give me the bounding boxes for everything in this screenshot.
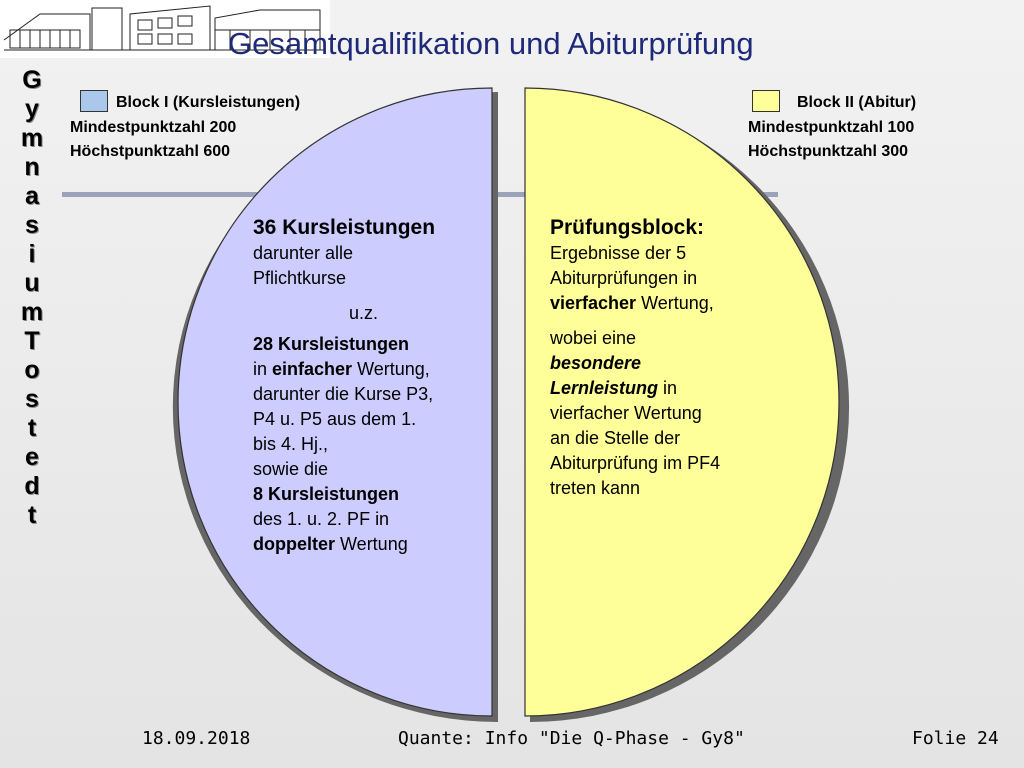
- block2-text: [550, 215, 800, 501]
- block2-line: treten kann: [550, 478, 641, 498]
- block2-line: vierfacher Wertung,: [550, 293, 714, 313]
- block1-line: doppelter Wertung: [253, 534, 408, 554]
- block2-legend-swatch: [752, 90, 780, 112]
- block1-min-points: Mindestpunktzahl 200: [70, 119, 237, 136]
- block1-line: bis 4. Hj.,: [253, 434, 329, 454]
- block1-max-points: Höchstpunktzahl 600: [70, 143, 231, 160]
- block2-heading: Prüfungsblock:: [550, 216, 705, 239]
- block1-line: darunter alle: [253, 243, 354, 263]
- block1-line: in einfacher Wertung,: [253, 359, 430, 379]
- block1-uz: u.z.: [349, 303, 379, 323]
- block1-bold-count: 8 Kursleistungen: [253, 484, 400, 504]
- block1-line: darunter die Kurse P3,: [253, 384, 434, 404]
- block2-max-points: Höchstpunktzahl 300: [748, 143, 909, 160]
- block2-line: wobei eine: [550, 328, 637, 348]
- block1-line: Pflichtkurse: [253, 268, 347, 288]
- block2-line: Abiturprüfungen in: [550, 268, 698, 288]
- block2-line: Abiturprüfung im PF4: [550, 453, 721, 473]
- block1-legend-title: Block I (Kursleistungen): [116, 94, 301, 111]
- block2-legend-title: Block II (Abitur): [797, 94, 917, 111]
- block2-line: besondere: [550, 353, 642, 373]
- block1-line: sowie die: [253, 459, 329, 479]
- block1-line: P4 u. P5 aus dem 1.: [253, 409, 417, 429]
- block1-legend-swatch: [80, 90, 108, 112]
- block1-line: des 1. u. 2. PF in: [253, 509, 390, 529]
- footer-slide-number: Folie 24: [912, 728, 999, 749]
- block1-text: [253, 215, 488, 557]
- block2-line: an die Stelle der: [550, 428, 681, 448]
- block1-heading: 36 Kursleistungen: [253, 216, 436, 239]
- block2-line: vierfacher Wertung: [550, 403, 702, 423]
- footer-center-text: Quante: Info "Die Q-Phase - Gy8": [398, 728, 745, 749]
- school-name-vertical: G y m n a s i u m T o s t e d t: [20, 66, 44, 529]
- block2-line: Lernleistung in: [550, 378, 678, 398]
- block2-line: Ergebnisse der 5: [550, 243, 687, 263]
- footer-date: 18.09.2018: [142, 728, 251, 749]
- block1-bold-count: 28 Kursleistungen: [253, 334, 410, 354]
- slide-title: Gesamtqualifikation und Abiturprüfung: [228, 26, 754, 61]
- block2-min-points: Mindestpunktzahl 100: [748, 119, 915, 136]
